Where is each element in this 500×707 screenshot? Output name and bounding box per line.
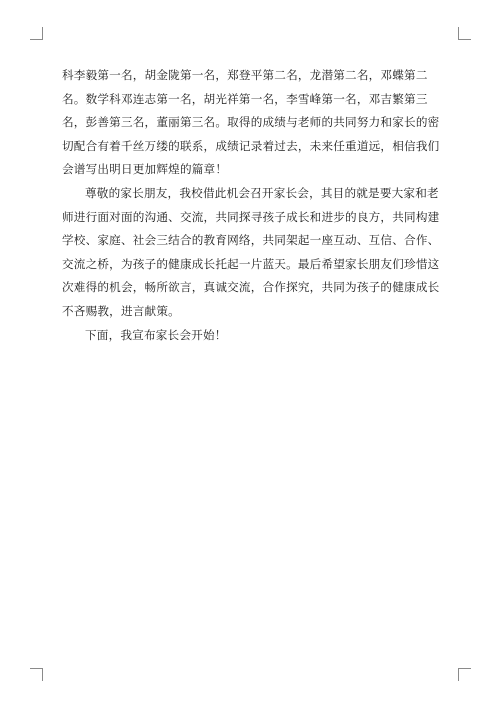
crop-mark-top-right	[458, 27, 471, 40]
crop-mark-bottom-left	[30, 668, 43, 681]
document-body	[62, 64, 440, 347]
crop-mark-bottom-right	[458, 668, 471, 681]
paragraph-results: 科李毅第一名，胡金陇第一名，郑登平第二名，龙潜第二名，邓蝶第二名。数学科邓连志第一名，胡光祥第一名，李雪峰第一名，邓吉繁第三名，彭善第三名，董丽第三名。取得的成绩与老师的共同努力和家长的密切配合有着千丝万缕的联系，成绩记录着过去，未来任重道远，相信我们会谱写出明日更加辉煌的篇章！	[62, 68, 440, 177]
crop-mark-top-left	[30, 27, 43, 40]
paragraph-opening: 下面，我宣布家长会开始！	[85, 327, 227, 342]
paragraph-address: 尊敬的家长朋友，我校借此机会召开家长会，其目的就是要大家和老师进行面对面的沟通、交流，共同探寻孩子成长和进步的良方，共同构建学校、家庭、社会三结合的教育网络，共同架起一座互动、互信、合作、交流之桥，为孩子的健康成长托起一片蓝天。最后希望家长朋友们珍惜这次难得的机会，畅所欲言，真诚交流，合作探究，共同为孩子的健康成长不吝赐教，进言献策。	[62, 185, 440, 318]
